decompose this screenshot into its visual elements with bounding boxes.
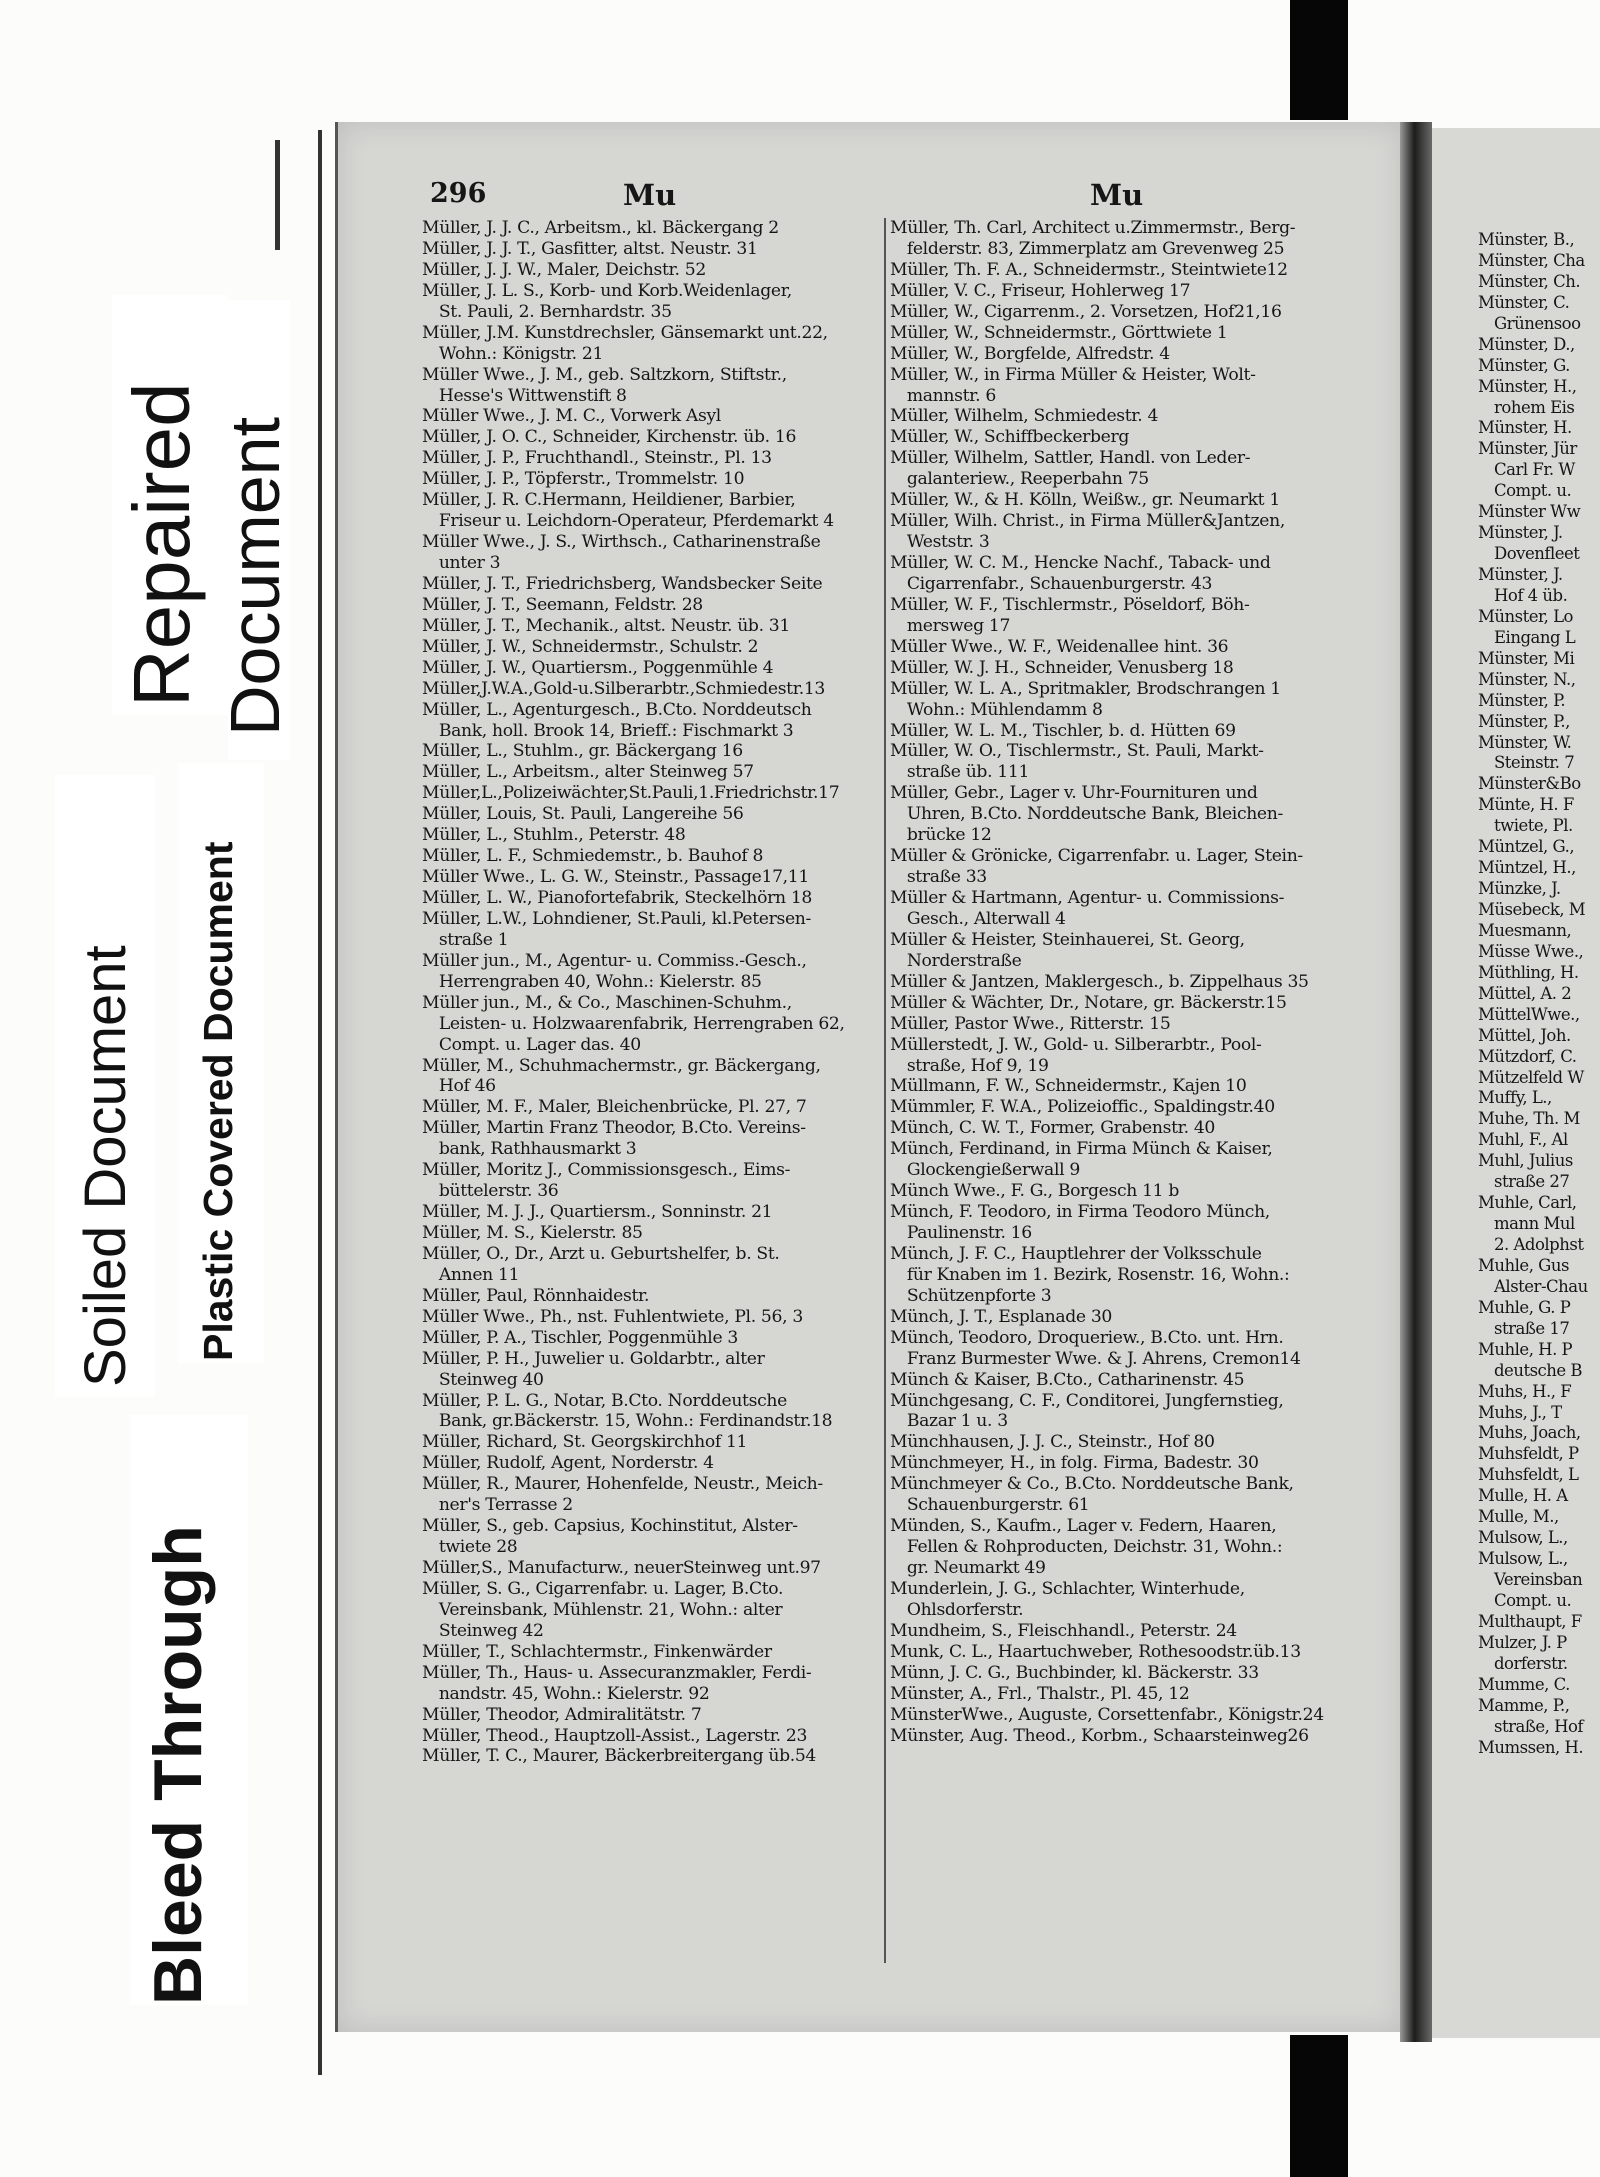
directory-entry-line: Hesse's Wittwenstift 8 xyxy=(422,385,627,406)
plastic-covered-label-strip xyxy=(178,763,264,1363)
directory-entry-line: Bank, gr.Bäckerstr. 15, Wohn.: Ferdinandstr.18 xyxy=(422,1411,833,1432)
directory-entry-line: Müller, P. H., Juwelier u. Goldarbtr., alter xyxy=(422,1348,765,1369)
directory-entry-line: Müller, J. L. S., Korb- und Korb.Weidenlager, xyxy=(422,280,792,301)
directory-entry-line: Vereinsbank, Mühlenstr. 21, Wohn.: alter xyxy=(422,1599,783,1620)
directory-entry-line: Müller, Moritz J., Commissionsgesch., Eims- xyxy=(422,1160,791,1181)
directory-entry-line: Compt. u. xyxy=(1478,1590,1572,1610)
directory-entry-line: Mulsow, L., xyxy=(1478,1528,1568,1548)
directory-entry-line: Steinweg 40 xyxy=(422,1369,544,1390)
document-label: Document xyxy=(216,416,294,736)
directory-entry-line: Vereinsban xyxy=(1478,1570,1583,1589)
directory-entry-line: Müller, L. W., Pianofortefabrik, Steckelhörn 18 xyxy=(422,888,813,908)
directory-entry-line: Mumssen, H. xyxy=(1478,1737,1584,1757)
directory-entry-line: Müller, V. C., Friseur, Hohlerweg 17 xyxy=(890,280,1191,301)
directory-entry-line: Mulzer, J. P xyxy=(1478,1632,1567,1652)
directory-entry-line: dorferstr. xyxy=(1478,1653,1568,1673)
repaired-label-strip xyxy=(112,295,228,715)
directory-entry-line: Muhle, H. P xyxy=(1478,1339,1573,1359)
directory-entry-line: Münster Ww xyxy=(1478,502,1581,522)
directory-entry-line: galanteriew., Reeperbahn 75 xyxy=(890,469,1149,490)
directory-entry-line: Münster, H., xyxy=(1478,376,1577,396)
directory-entry-line: Eingang L xyxy=(1478,627,1576,647)
directory-entry-line: Münch, F. Teodoro, in Firma Teodoro Münch, xyxy=(890,1202,1270,1223)
directory-entry-line: Müller, W. L. A., Spritmakler, Brodschrangen 1 xyxy=(890,678,1281,699)
directory-entry-line: Compt. u. xyxy=(1478,481,1572,501)
directory-entry-line: straße 27 xyxy=(1478,1172,1570,1192)
directory-entry-line: Müller, J. J. W., Maler, Deichstr. 52 xyxy=(422,259,706,280)
directory-entry-line: Dovenfleet xyxy=(1478,544,1580,564)
directory-entry-line: straße üb. 111 xyxy=(890,762,1030,783)
soiled-document-label: Soiled Document xyxy=(73,945,138,1387)
directory-entry-line: Müller & Hartmann, Agentur- u. Commissions- xyxy=(890,888,1285,908)
directory-entry-line: Müller, M., Schuhmachermstr., gr. Bäckergang, xyxy=(422,1055,821,1076)
repaired-label: Repaired xyxy=(117,382,206,707)
directory-entry-line: Grünensoo xyxy=(1478,313,1581,333)
directory-entry-line: Uhren, B.Cto. Norddeutsche Bank, Bleichen- xyxy=(890,804,1283,825)
directory-entry-line: Münster, Jür xyxy=(1478,439,1577,459)
right-entry-column xyxy=(884,218,1345,1963)
directory-entry-line: straße 17 xyxy=(1478,1318,1570,1338)
directory-entry-line: Muhle, Gus xyxy=(1478,1255,1569,1275)
directory-entry-line: Müller, J. P., Töpferstr., Trommelstr. 10 xyxy=(422,469,745,490)
directory-entry-line: Müller Wwe., Ph., nst. Fuhlentwiete, Pl. 56, 3 xyxy=(422,1306,803,1327)
directory-entry-line: Müller jun., M., Agentur- u. Commiss.-Gesch., xyxy=(422,950,807,971)
directory-entry-line: Müller & Jantzen, Maklergesch., b. Zippelhaus 35 xyxy=(890,971,1309,992)
directory-entry-line: Mulle, H. A xyxy=(1478,1486,1568,1506)
directory-entry-line: Münster, Lo xyxy=(1478,606,1573,626)
directory-entry-line: Müttel, Joh. xyxy=(1478,1025,1571,1045)
directory-entry-line: Müller, T. C., Maurer, Bäckerbreitergang üb.54 xyxy=(422,1746,817,1767)
directory-entry-line: Müller,L.,Polizeiwächter,St.Pauli,1.Friedrichstr.17 xyxy=(422,783,840,804)
directory-entry-line: MünsterWwe., Auguste, Corsettenfabr., Königstr.24 xyxy=(890,1704,1324,1725)
directory-entry-line: Münster, D., xyxy=(1478,334,1575,354)
plastic-covered-document-label: Plastic Covered Document xyxy=(195,841,241,1361)
directory-entry-line: Müsebeck, M xyxy=(1478,900,1586,919)
directory-entry-line: Münster, P., xyxy=(1478,711,1570,731)
directory-entry-line: Annen 11 xyxy=(422,1264,520,1285)
directory-entry-line: twiete, Pl. xyxy=(1478,816,1573,836)
binding-edge-line xyxy=(318,130,322,2075)
directory-entry-line: 2. Adolphst xyxy=(1478,1235,1584,1254)
directory-entry-line: Hof 4 üb. xyxy=(1478,585,1568,605)
directory-entry-line: Müller, J. O. C., Schneider, Kirchenstr. üb. 16 xyxy=(422,427,797,448)
directory-entry-line: Müller, W. L. M., Tischler, b. d. Hütten 69 xyxy=(890,720,1236,741)
directory-entry-line: unter 3 xyxy=(422,553,501,573)
directory-entry-line: Steinstr. 7 xyxy=(1478,753,1575,773)
directory-entry-line: Müller, W. O., Tischlermstr., St. Pauli, Markt- xyxy=(890,741,1264,762)
directory-entry-line: Müller, O., Dr., Arzt u. Geburtshelfer, b. St. xyxy=(422,1243,780,1264)
directory-entry-line: Müller, W. C. M., Hencke Nachf., Taback- und xyxy=(890,553,1271,573)
directory-entry-line: Mulle, M., xyxy=(1478,1507,1559,1527)
directory-entry-line: Alster-Chau xyxy=(1478,1276,1588,1296)
directory-entry-line: Fellen & Rohproducten, Deichstr. 31, Wohn.: xyxy=(890,1537,1283,1558)
directory-entry-line: Müller, Wilh. Christ., in Firma Müller&Jantzen, xyxy=(890,511,1285,532)
directory-entry-line: rohem Eis xyxy=(1478,397,1575,417)
directory-entry-line: Müller, Wilhelm, Sattler, Handl. von Leder- xyxy=(890,448,1251,469)
directory-entry-line: Münzke, J. xyxy=(1478,879,1561,899)
directory-entry-line: Müller Wwe., J. S., Wirthsch., Catharinenstraße xyxy=(422,532,821,553)
directory-entry-line: Müller, W., & H. Kölln, Weißw., gr. Neumarkt 1 xyxy=(890,490,1280,511)
directory-entry-line: Müller, Pastor Wwe., Ritterstr. 15 xyxy=(890,1013,1171,1034)
directory-entry-line: Müller, W., Schiffbeckerberg xyxy=(890,427,1130,448)
directory-entry-line: Munderlein, J. G., Schlachter, Winterhude, xyxy=(890,1578,1245,1599)
directory-entry-line: Friseur u. Leichdorn-Operateur, Pferdemarkt 4 xyxy=(422,511,834,532)
directory-entry-line: Muhl, F., Al xyxy=(1478,1130,1568,1150)
directory-entry-line: Schützenpforte 3 xyxy=(890,1285,1052,1306)
directory-entry-line: Münster, P. xyxy=(1478,690,1566,710)
directory-entry-line: Mundheim, S., Fleischhandl., Peterstr. 24 xyxy=(890,1620,1237,1641)
directory-entry-line: Müller,J.W.A.,Gold-u.Silberarbtr.,Schmiedestr.13 xyxy=(422,678,826,699)
directory-entry-line: Müller, J. W., Quartiersm., Poggenmühle 4 xyxy=(422,657,774,678)
directory-entry-line: Müllerstedt, J. W., Gold- u. Silberarbtr., Pool- xyxy=(890,1034,1262,1055)
document-label-strip xyxy=(216,300,294,760)
directory-entry-line: Norderstraße xyxy=(890,950,1022,971)
directory-entry-line: Müller, J. T., Seemann, Feldstr. 28 xyxy=(422,594,703,615)
directory-entry-line: Müller, M. S., Kielerstr. 85 xyxy=(422,1223,643,1243)
directory-entry-line: Müller, Louis, St. Pauli, Langereihe 56 xyxy=(422,804,744,825)
directory-entry-line: Glockengießerwall 9 xyxy=(890,1160,1080,1181)
directory-entry-line: Müller Wwe., W. F., Weidenallee hint. 36 xyxy=(890,636,1229,657)
directory-entry-line: Müller, S. G., Cigarrenfabr. u. Lager, B.Cto. xyxy=(422,1578,784,1599)
directory-entry-line: Mamme, P., xyxy=(1478,1695,1570,1715)
directory-entry-line: Münster, G. xyxy=(1478,355,1570,375)
directory-entry-line: Müller, Theod., Hauptzoll-Assist., Lagerstr. 23 xyxy=(422,1725,808,1746)
directory-entry-line: Münster, Ch. xyxy=(1478,271,1581,291)
directory-entry-line: Münster, C. xyxy=(1478,292,1570,312)
directory-entry-line: Münchmeyer, H., in folg. Firma, Badestr. 30 xyxy=(890,1453,1259,1474)
directory-entry-line: Münch, J. T., Esplanade 30 xyxy=(890,1306,1113,1327)
directory-entry-line: Müller, P. L. G., Notar, B.Cto. Norddeutsche xyxy=(422,1390,787,1411)
running-head-right: Mu xyxy=(1090,178,1144,212)
directory-entry-line: mann Mul xyxy=(1478,1214,1575,1234)
directory-entry-line: Muhsfeldt, L xyxy=(1478,1465,1579,1485)
directory-entry-line: Muhs, H., F xyxy=(1478,1381,1572,1401)
directory-entry-line: Multhaupt, F xyxy=(1478,1611,1582,1631)
directory-entry-line: Müller, P. A., Tischler, Poggenmühle 3 xyxy=(422,1327,738,1348)
directory-entry-line: Münden, S., Kaufm., Lager v. Federn, Haaren, xyxy=(890,1516,1277,1537)
directory-entry-line: Müller, L. F., Schmiedemstr., b. Bauhof 8 xyxy=(422,846,764,867)
directory-entry-line: Mützelfeld W xyxy=(1478,1067,1584,1087)
directory-entry-line: Müller, Theodor, Admiralitätstr. 7 xyxy=(422,1704,702,1725)
directory-entry-line: Münchhausen, J. J. C., Steinstr., Hof 80 xyxy=(890,1432,1215,1453)
directory-entry-line: Münster, B., xyxy=(1478,230,1575,249)
directory-entry-line: Muhsfeldt, P xyxy=(1478,1444,1579,1464)
directory-entry-line: Müller, W. F., Tischlermstr., Pöseldorf, Böh- xyxy=(890,594,1250,615)
directory-entry-line: Münn, J. C. G., Buchbinder, kl. Bäckerstr. 33 xyxy=(890,1662,1259,1683)
directory-entry-line: Münch, Teodoro, Droqueriew., B.Cto. unt. Hrn. xyxy=(890,1327,1284,1348)
directory-entry-line: Weststr. 3 xyxy=(890,532,990,553)
directory-entry-line: Münch, C. W. T., Former, Grabenstr. 40 xyxy=(890,1118,1215,1139)
directory-entry-line: Compt. u. Lager das. 40 xyxy=(422,1034,641,1055)
directory-entry-line: bank, Rathhausmarkt 3 xyxy=(422,1139,637,1160)
directory-entry-line: Müller & Grönicke, Cigarrenfabr. u. Lager, Stein- xyxy=(890,846,1303,867)
directory-entry-line: büttelerstr. 36 xyxy=(422,1181,559,1202)
directory-entry-line: Müller, J. J. C., Arbeitsm., kl. Bäckergang 2 xyxy=(422,218,779,238)
directory-entry-line: straße, Hof xyxy=(1478,1716,1584,1736)
directory-entry-line: Herrengraben 40, Wohn.: Kielerstr. 85 xyxy=(422,971,762,992)
directory-entry-line: Muhle, Carl, xyxy=(1478,1193,1577,1213)
directory-entry-line: Münch Wwe., F. G., Borgesch 11 b xyxy=(890,1181,1180,1202)
running-head-left: Mu xyxy=(623,178,677,212)
directory-entry-line: Bazar 1 u. 3 xyxy=(890,1411,1008,1432)
directory-entry-line: deutsche B xyxy=(1478,1360,1583,1380)
directory-entry-line: felderstr. 83, Zimmerplatz am Grevenweg 25 xyxy=(890,238,1285,259)
directory-entry-line: Münch & Kaiser, B.Cto., Catharinenstr. 45 xyxy=(890,1369,1245,1390)
directory-entry-line: Müller, J. W., Schneidermstr., Schulstr. 2 xyxy=(422,636,759,657)
directory-entry-line: brücke 12 xyxy=(890,825,992,846)
directory-entry-line: Müller & Wächter, Dr., Notare, gr. Bäckerstr.15 xyxy=(890,992,1287,1013)
directory-entry-line: Müllmann, F. W., Schneidermstr., Kajen 10 xyxy=(890,1076,1247,1097)
directory-entry-line: Muhle, G. P xyxy=(1478,1297,1571,1317)
directory-entry-line: Paulinenstr. 16 xyxy=(890,1223,1032,1243)
directory-entry-line: Schauenburgerstr. 61 xyxy=(890,1495,1090,1516)
directory-entry-line: Münster, H. xyxy=(1478,418,1572,438)
directory-entry-line: Carl Fr. W xyxy=(1478,460,1575,480)
top-black-tab xyxy=(1290,0,1348,120)
directory-entry-line: Müller, Th., Haus- u. Assecuranzmakler, Ferdi- xyxy=(422,1662,812,1683)
directory-entry-line: Müller,S., Manufacturw., neuerSteinweg unt.97 xyxy=(422,1558,821,1578)
directory-entry-line: Münchgesang, C. F., Conditorei, Jungfernstieg, xyxy=(890,1390,1284,1411)
directory-entry-line: mersweg 17 xyxy=(890,615,1011,636)
directory-entry-line: Müntzel, G., xyxy=(1478,837,1575,857)
directory-entry-line: Gesch., Alterwall 4 xyxy=(890,908,1066,929)
bleed-through-label-strip xyxy=(130,1415,248,2005)
directory-entry-line: nandstr. 45, Wohn.: Kielerstr. 92 xyxy=(422,1683,710,1704)
directory-entry-line: twiete 28 xyxy=(422,1537,518,1558)
book-gutter xyxy=(1400,122,1432,2042)
directory-entry-line: für Knaben im 1. Bezirk, Rosenstr. 16, Wohn.: xyxy=(890,1264,1290,1285)
directory-entry-line: Müller, L.W., Lohndiener, St.Pauli, kl.Petersen- xyxy=(422,908,811,929)
directory-entry-line: Müller, Richard, St. Georgskirchhof 11 xyxy=(422,1432,748,1453)
directory-entry-line: Muhe, Th. M xyxy=(1478,1109,1580,1129)
directory-entry-line: Müller, J. J. T., Gasfitter, altst. Neustr. 31 xyxy=(422,238,758,259)
directory-entry-line: Müller, W., Schneidermstr., Görttwiete 1 xyxy=(890,322,1228,343)
directory-entry-line: Mümmler, F. W.A., Polizeioffic., Spaldingstr.40 xyxy=(890,1097,1275,1118)
directory-entry-line: Münch, J. F. C., Hauptlehrer der Volksschule xyxy=(890,1243,1262,1264)
directory-entry-line: Müntzel, H., xyxy=(1478,858,1576,878)
directory-entry-line: straße 33 xyxy=(890,867,987,888)
directory-entry-line: Mumme, C. xyxy=(1478,1674,1570,1694)
directory-entry-line: Münster, A., Frl., Thalstr., Pl. 45, 12 xyxy=(890,1683,1190,1704)
directory-entry-line: Müller, W., Cigarrenm., 2. Vorsetzen, Hof21,16 xyxy=(890,301,1282,322)
directory-entry-line: Müller jun., M., & Co., Maschinen-Schuhm., xyxy=(422,992,792,1013)
directory-entry-line: Müller & Heister, Steinhauerei, St. Georg, xyxy=(890,929,1245,950)
directory-entry-line: Müller, S., geb. Capsius, Kochinstitut, Alster- xyxy=(422,1516,798,1537)
directory-entry-line: Ohlsdorferstr. xyxy=(890,1599,1024,1620)
directory-entry-line: Münster&Bo xyxy=(1478,774,1581,794)
directory-entry-line: Müller, Rudolf, Agent, Norderstr. 4 xyxy=(422,1453,714,1474)
page-number: 296 xyxy=(430,178,487,209)
directory-entry-line: Muhs, J., T xyxy=(1478,1402,1562,1422)
directory-entry-line: Müller, Gebr., Lager v. Uhr-Fournituren und xyxy=(890,783,1258,804)
directory-entry-line: Münte, H. F xyxy=(1478,795,1574,815)
directory-entry-line: Müller, L., Stuhlm., gr. Bäckergang 16 xyxy=(422,741,743,762)
directory-entry-line: Münster, Mi xyxy=(1478,648,1575,668)
next-page-entry-fragments xyxy=(1478,230,1600,1758)
directory-entry-line: Müller, J. P., Fruchthandl., Steinstr., Pl. 13 xyxy=(422,448,772,469)
directory-entry-line: Münster, J. xyxy=(1478,565,1563,584)
directory-entry-line: Müller, Wilhelm, Schmiedestr. 4 xyxy=(890,406,1159,427)
directory-entry-line: Müller Wwe., J. M., geb. Saltzkorn, Stiftstr., xyxy=(422,364,787,385)
bleed-through-label: Bleed Through xyxy=(140,1525,216,2005)
directory-entry-line: Münster, J. xyxy=(1478,523,1563,543)
directory-entry-line: Wohn.: Mühlendamm 8 xyxy=(890,699,1103,720)
directory-entry-line: Müller, M. F., Maler, Bleichenbrücke, Pl. 27, 7 xyxy=(422,1097,807,1118)
directory-entry-line: Müller, Martin Franz Theodor, B.Cto. Vereins- xyxy=(422,1118,806,1139)
directory-entry-line: Münch, Ferdinand, in Firma Münch & Kaiser, xyxy=(890,1139,1273,1160)
directory-entry-line: Müller, J. T., Friedrichsberg, Wandsbecker Seite xyxy=(422,573,823,594)
directory-entry-line: Müller, J. T., Mechanik., altst. Neustr. üb. 31 xyxy=(422,615,790,636)
directory-entry-line: ner's Terrasse 2 xyxy=(422,1495,573,1516)
directory-entry-line: Wohn.: Königstr. 21 xyxy=(422,343,604,364)
directory-entry-line: Cigarrenfabr., Schauenburgerstr. 43 xyxy=(890,573,1213,594)
directory-entry-line: Müller, L., Agenturgesch., B.Cto. Norddeutsch xyxy=(422,699,812,720)
directory-entry-line: Müthling, H. xyxy=(1478,962,1579,982)
directory-entry-line: Munk, C. L., Haartuchweber, Rothesoodstr.üb.13 xyxy=(890,1641,1301,1662)
binding-edge-mark xyxy=(275,140,280,250)
directory-entry-line: Muesmann, xyxy=(1478,920,1572,940)
directory-entry-line: MüttelWwe., xyxy=(1478,1004,1580,1024)
soiled-document-label-strip xyxy=(55,775,155,1397)
directory-entry-line: straße, Hof 9, 19 xyxy=(890,1055,1049,1076)
directory-entry-line: St. Pauli, 2. Bernhardstr. 35 xyxy=(422,301,672,322)
directory-entry-line: Münster, W. xyxy=(1478,732,1572,752)
directory-entry-line: Müller Wwe., L. G. W., Steinstr., Passage17,11 xyxy=(422,867,809,888)
directory-entry-line: gr. Neumarkt 49 xyxy=(890,1558,1046,1578)
directory-entry-line: Franz Burmester Wwe. & J. Ahrens, Cremon14 xyxy=(890,1348,1301,1369)
directory-entry-line: Müller, T., Schlachtermstr., Finkenwärder xyxy=(422,1641,772,1662)
directory-entry-line: Müller Wwe., J. M. C., Vorwerk Asyl xyxy=(422,406,721,427)
directory-entry-line: Müller, Th. F. A., Schneidermstr., Steintwiete12 xyxy=(890,259,1288,280)
directory-entry-line: Müller, R., Maurer, Hohenfelde, Neustr., Meich- xyxy=(422,1474,823,1495)
directory-entry-line: Münster, Cha xyxy=(1478,250,1585,270)
directory-entry-line: Müller, M. J. J., Quartiersm., Sonninstr. 21 xyxy=(422,1202,773,1223)
directory-entry-line: Steinweg 42 xyxy=(422,1620,544,1641)
directory-entry-line: Müller, Paul, Rönnhaidestr. xyxy=(422,1285,650,1306)
directory-entry-line: Müller, J.M. Kunstdrechsler, Gänsemarkt unt.22, xyxy=(422,322,828,343)
directory-entry-line: Mulsow, L., xyxy=(1478,1549,1568,1569)
directory-entry-line: Müttel, A. 2 xyxy=(1478,983,1572,1003)
directory-entry-line: Münster, N., xyxy=(1478,669,1576,689)
directory-entry-line: Müller, Th. Carl, Architect u.Zimmermstr., Berg- xyxy=(890,218,1296,238)
directory-entry-line: Müller, J. R. C.Hermann, Heildiener, Barbier, xyxy=(422,490,796,511)
directory-entry-line: Hof 46 xyxy=(422,1076,496,1097)
directory-entry-line: Bank, holl. Brook 14, Brieff.: Fischmarkt 3 xyxy=(422,720,794,741)
directory-entry-line: Müller, W., in Firma Müller & Heister, Wolt- xyxy=(890,364,1256,385)
directory-entry-line: Leisten- u. Holzwaarenfabrik, Herrengraben 62, xyxy=(422,1013,845,1034)
directory-entry-line: Muhl, Julius xyxy=(1478,1151,1573,1171)
bottom-black-tab xyxy=(1290,2035,1348,2177)
directory-entry-line: Münchmeyer & Co., B.Cto. Norddeutsche Bank, xyxy=(890,1474,1294,1495)
directory-entry-line: Müsse Wwe., xyxy=(1478,941,1584,961)
directory-entry-line: Muffy, L., xyxy=(1478,1088,1552,1108)
directory-entry-line: Münster, Aug. Theod., Korbm., Schaarsteinweg26 xyxy=(890,1725,1309,1746)
directory-entry-line: mannstr. 6 xyxy=(890,385,996,406)
directory-entry-line: Müller, L., Stuhlm., Peterstr. 48 xyxy=(422,825,686,846)
directory-entry-line: Muhs, Joach, xyxy=(1478,1423,1581,1443)
directory-entry-line: straße 1 xyxy=(422,929,509,950)
directory-entry-line: Müller, W., Borgfelde, Alfredstr. 4 xyxy=(890,343,1170,364)
directory-entry-line: Mützdorf, C. xyxy=(1478,1046,1577,1066)
directory-entry-line: Müller, L., Arbeitsm., alter Steinweg 57 xyxy=(422,762,754,783)
left-entry-column xyxy=(422,218,882,1767)
directory-entry-line: Müller, W. J. H., Schneider, Venusberg 18 xyxy=(890,657,1234,678)
